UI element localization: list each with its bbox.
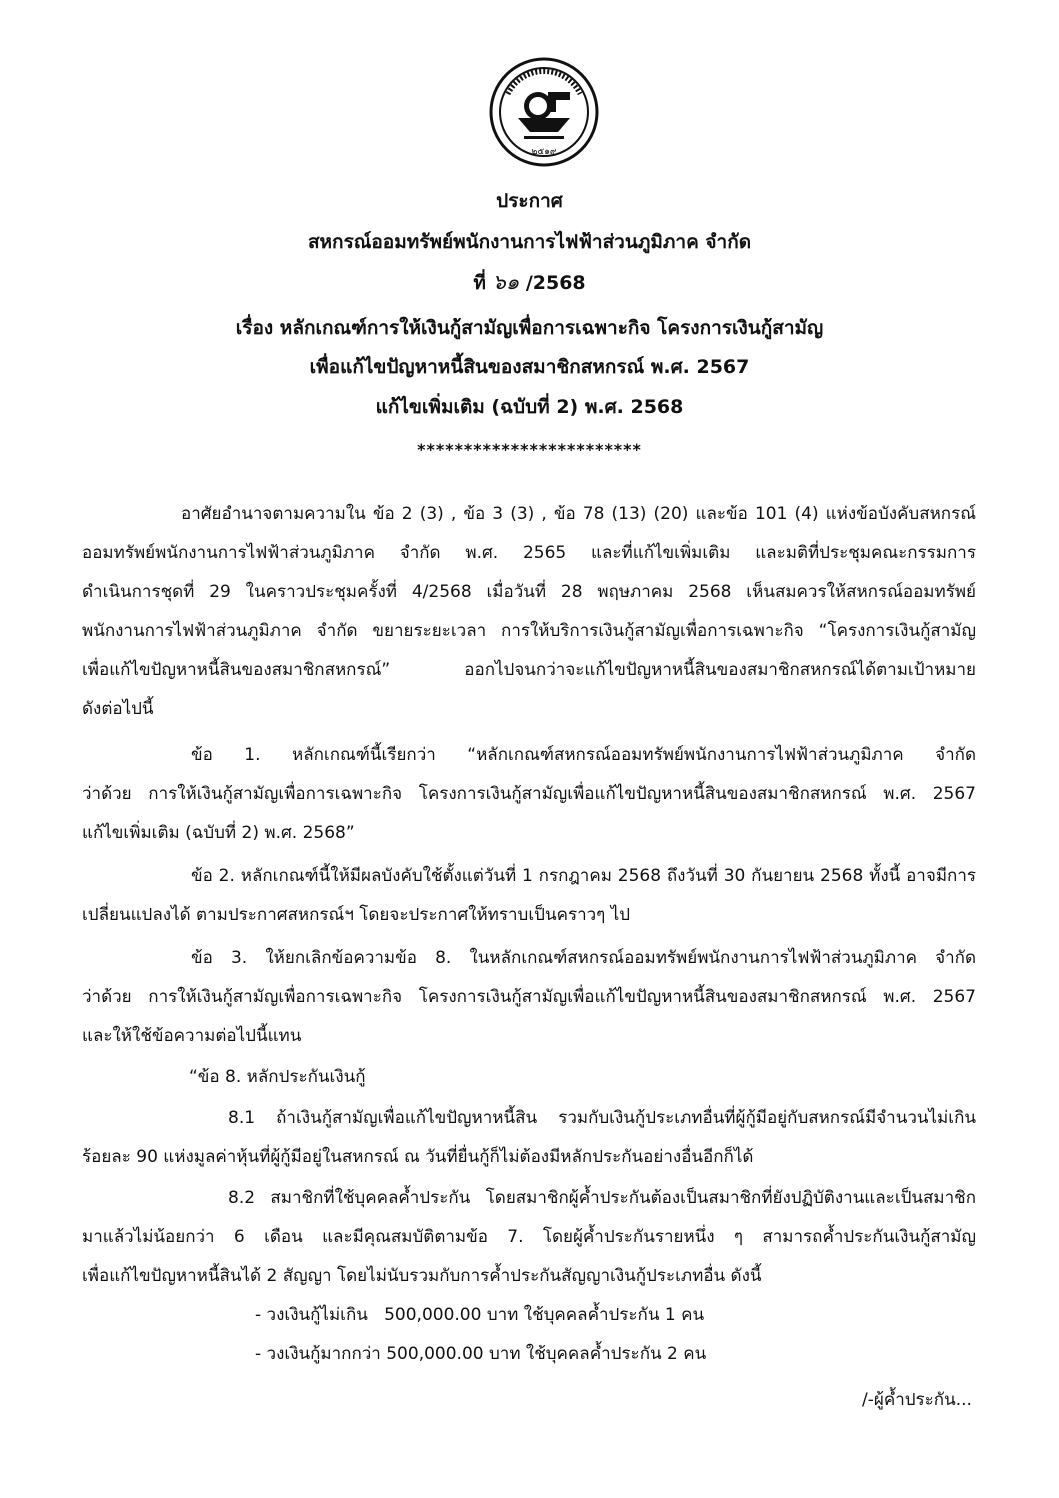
number-handwritten: ๖๑ xyxy=(492,270,520,294)
clause-8-2-line: มาแล้วไม่น้อยกว่า 6 เดือน และมีคุณสมบัติตามข้อ 7. โดยผู้ค้ำประกันรายหนึ่ง ๆ สามารถค้ำประกันเงินกู้สามัญ xyxy=(82,1227,976,1247)
number-year: /2568 xyxy=(525,272,586,294)
p1-line: ดังต่อไปนี้ xyxy=(82,699,154,719)
subject-line-1: เรื่อง หลักเกณฑ์การให้เงินกู้สามัญเพื่อการเฉพาะกิจ โครงการเงินกู้สามัญ xyxy=(235,317,824,339)
clause-8-heading: “ข้อ 8. หลักประกันเงินกู้ xyxy=(189,1067,366,1087)
p1-line: ออมทรัพย์พนักงานการไฟฟ้าส่วนภูมิภาค จำกัด พ.ศ. 2565 และที่แก้ไขเพิ่มเติม และมติที่ประชุมคณะกรรมการ xyxy=(82,543,976,563)
clause-3-line: ข้อ 3. ให้ยกเลิกข้อความข้อ 8. ในหลักเกณฑ์สหกรณ์ออมทรัพย์พนักงานการไฟฟ้าส่วนภูมิภาค จำกัด xyxy=(191,948,976,968)
p1-line: ดำเนินการชุดที่ 29 ในคราวประชุมครั้งที่ 4/2568 เมื่อวันที่ 28 พฤษภาคม 2568 เห็นสมควรให้สหกรณ์ออมทรัพย์ xyxy=(82,582,976,602)
clause-8-1-line: ร้อยละ 90 แห่งมูลค่าหุ้นที่ผู้กู้มีอยู่ในสหกรณ์ ณ วันที่ยื่นกู้ก็ไม่ต้องมีหลักประกันอย่างอื่นอีกก็ได้ xyxy=(82,1147,754,1167)
subject-line-3: แก้ไขเพิ่มเติม (ฉบับที่ 2) พ.ศ. 2568 xyxy=(375,396,684,418)
separator: ************************ xyxy=(417,440,642,459)
clause-8-1-line: 8.1 ถ้าเงินกู้สามัญเพื่อแก้ไขปัญหาหนี้สิน รวมกับเงินกู้ประเภทอื่นที่ผู้กู้มีอยู่กับสหกรณ์มีจำนวนไม่เกิน xyxy=(228,1108,976,1128)
guarantor-rule-2: - วงเงินกู้มากกว่า 500,000.00 บาท ใช้บุคคลค้ำประกัน 2 คน xyxy=(255,1344,707,1364)
clause-1-line: ข้อ 1. หลักเกณฑ์นี้เรียกว่า “หลักเกณฑ์สหกรณ์ออมทรัพย์พนักงานการไฟฟ้าส่วนภูมิภาค จำกัด xyxy=(191,745,976,765)
number-prefix: ที่ xyxy=(473,272,486,294)
announcement-title: ประกาศ xyxy=(496,190,563,212)
clause-8-2-line: เพื่อแก้ไขปัญหาหนี้สินได้ 2 สัญญา โดยไม่นับรวมกับการค้ำประกันสัญญาเงินกู้ประเภทอื่น ดังนี้ xyxy=(82,1266,762,1286)
cooperative-seal-logo xyxy=(488,56,600,168)
p1-line: อาศัยอำนาจตามความใน ข้อ 2 (3) , ข้อ 3 (3) , ข้อ 78 (13) (20) และข้อ 101 (4) แห่งข้อบังคับสหกรณ์ xyxy=(181,504,976,524)
clause-2-line: ข้อ 2. หลักเกณฑ์นี้ให้มีผลบังคับใช้ตั้งแต่วันที่ 1 กรกฎาคม 2568 ถึงวันที่ 30 กันยายน 2568 ทั้งนี้ อาจมีการ xyxy=(191,866,976,886)
subject-line-2: เพื่อแก้ไขปัญหาหนี้สินของสมาชิกสหกรณ์ พ.ศ. 2567 xyxy=(309,356,750,378)
continuation-marker: /-ผู้ค้ำประกัน... xyxy=(862,1390,972,1410)
organization-name: สหกรณ์ออมทรัพย์พนักงานการไฟฟ้าส่วนภูมิภาค จำกัด xyxy=(307,231,752,253)
p1-line: พนักงานการไฟฟ้าส่วนภูมิภาค จำกัด ขยายระยะเวลา การให้บริการเงินกู้สามัญเพื่อการเฉพาะกิจ “โครงการเงินกู้สามัญ xyxy=(82,621,976,641)
clause-3-line: และให้ใช้ข้อความต่อไปนี้แทน xyxy=(82,1026,302,1046)
guarantor-rule-1: - วงเงินกู้ไม่เกิน 500,000.00 บาท ใช้บุคคลค้ำประกัน 1 คน xyxy=(255,1305,705,1325)
clause-1-line: แก้ไขเพิ่มเติม (ฉบับที่ 2) พ.ศ. 2568” xyxy=(82,823,355,843)
clause-1-line: ว่าด้วย การให้เงินกู้สามัญเพื่อการเฉพาะกิจ โครงการเงินกู้สามัญเพื่อแก้ไขปัญหาหนี้สินของสมาชิกสหกรณ์ พ.ศ. 2567 xyxy=(82,784,976,804)
clause-3-line: ว่าด้วย การให้เงินกู้สามัญเพื่อการเฉพาะกิจ โครงการเงินกู้สามัญเพื่อแก้ไขปัญหาหนี้สินของสมาชิกสหกรณ์ พ.ศ. 2567 xyxy=(82,987,976,1007)
svg-text:๒๕๑๙: ๒๕๑๙ xyxy=(531,147,557,157)
announcement-number xyxy=(0,266,1059,299)
clause-2-line: เปลี่ยนแปลงได้ ตามประกาศสหกรณ์ฯ โดยจะประกาศให้ทราบเป็นคราวๆ ไป xyxy=(82,905,631,925)
p1-line: เพื่อแก้ไขปัญหาหนี้สินของสมาชิกสหกรณ์” ออกไปจนกว่าจะแก้ไขปัญหาหนี้สินของสมาชิกสหกรณ์ได้ตามเป้าหมาย xyxy=(82,660,976,680)
clause-8-2-line: 8.2 สมาชิกที่ใช้บุคคลค้ำประกัน โดยสมาชิกผู้ค้ำประกันต้องเป็นสมาชิกที่ยังปฏิบัติงานและเป็นสมาชิก xyxy=(228,1188,976,1208)
